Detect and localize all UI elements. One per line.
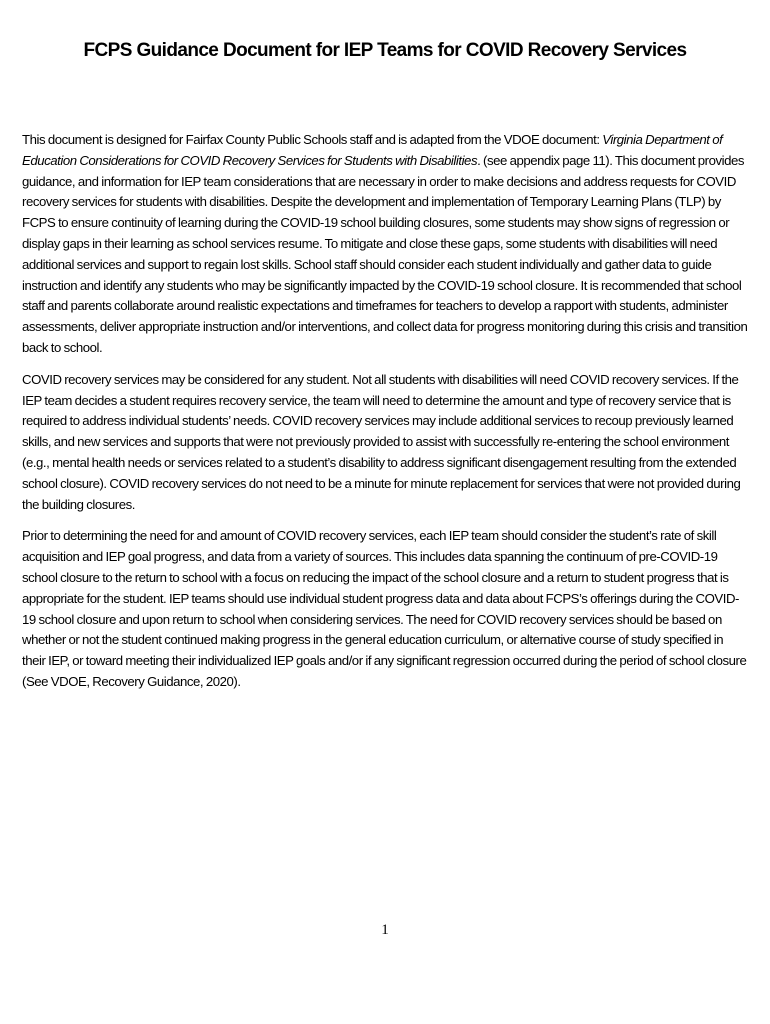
- paragraph-determining-need: Prior to determining the need for and amount of COVID recovery services, each IEP team should consider the student’s rate of skill acquisition and IEP goal progress, and data from a variety of sources. This includes data spanning the continuum of pre-COVID-19 school closure to the return to school with a focus on reducing the impact of the school closure and a return to student progress that is appropriate for the student. IEP teams should use individual student progress data and data about FCPS’s offerings during the COVID-19 school closure and upon return to school when considering services. The need for COVID recovery services should be based on whether or not the student continued making progress in the general education curriculum, or alternative course of study specified in their IEP, or toward meeting their individualized IEP goals and/or if any significant regression occurred during the period of school closure (See VDOE, Recovery Guidance, 2020).: [22, 528, 747, 689]
- document-title: FCPS Guidance Document for IEP Teams for COVID Recovery Services: [83, 40, 687, 61]
- vdoe-document-reference: Virginia Department of Education Considerations for COVID Recovery Services for Students with Disabilities: [22, 132, 723, 168]
- document-body: [22, 130, 748, 704]
- paragraph-intro-lead: This document is designed for Fairfax County Public Schools staff and is adapted from the VDOE document:: [22, 132, 603, 147]
- paragraph-intro: [22, 130, 748, 359]
- page-number: 1: [381, 922, 389, 938]
- paragraph-intro-rest: . (see appendix page 11). This document provides guidance, and information for IEP team considerations that are necessary in order to make decisions and address requests for COVID recovery services for students with disabilities. Despite the development and implementation of Temporary Learning Plans (TLP) by FCPS to ensure continuity of learning during the COVID-19 school building closures, some students may show signs of regression or display gaps in their learning as school services resume. To mitigate and close these gaps, some students with disabilities will need additional services and support to regain lost skills. School staff should consider each student individually and gather data to guide instruction and identify any students who may be significantly impacted by the COVID-19 school closure. It is recommended that school staff and parents collaborate around realistic expectations and timeframes for teachers to develop a rapport with students, administer assessments, deliver appropriate instruction and/or interventions, and collect data for progress monitoring during this crisis and transition back to school.: [22, 152, 748, 355]
- paragraph-recovery-services: COVID recovery services may be considered for any student. Not all students with disabilities will need COVID recovery services. If the IEP team decides a student requires recovery service, the team will need to determine the amount and type of recovery service that is required to address individual students’ needs. COVID recovery services may include additional services to recoup previously learned skills, and new services and supports that were not previously provided to assist with successfully re-entering the school environment (e.g., mental health needs or services related to a student’s disability to address significant disengagement resulting from the extended school closure). COVID recovery services do not need to be a minute for minute replacement for services that were not provided during the building closures.: [22, 371, 741, 512]
